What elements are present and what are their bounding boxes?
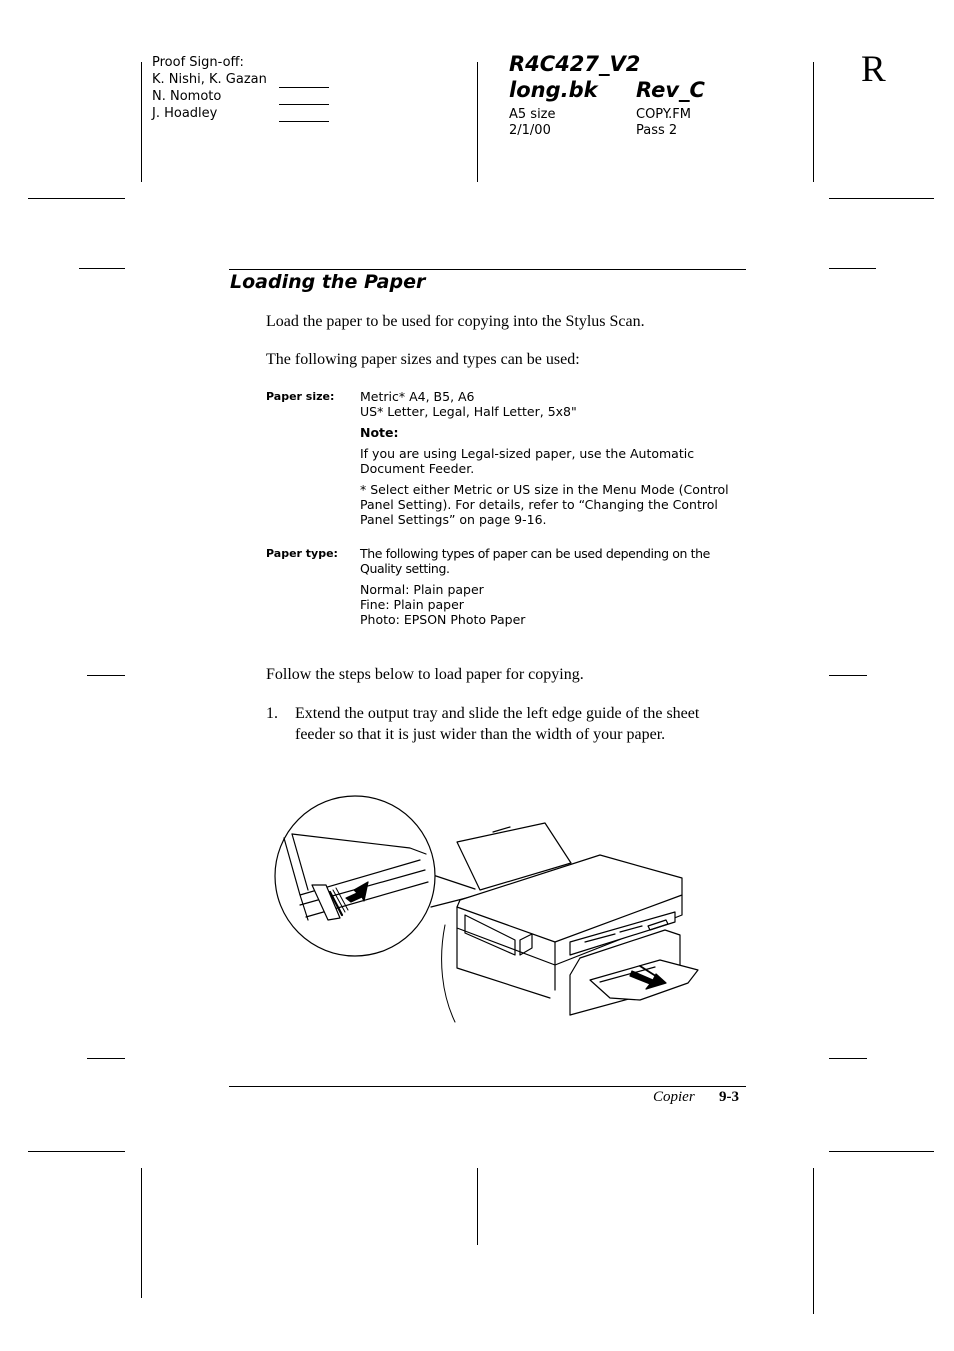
signer-name: N. Nomoto (152, 89, 222, 104)
note-label: Note: (360, 425, 399, 440)
list-item (266, 704, 736, 745)
doc-code: R4C427_V2 (509, 52, 641, 76)
signature-blank (279, 75, 329, 88)
page-size: A5 size (509, 107, 556, 122)
signature-blank (279, 92, 329, 105)
step-number: 1. (266, 705, 278, 722)
crop-mark (87, 675, 125, 676)
paper-size-line: Metric* A4, B5, A6 (360, 389, 475, 404)
signer-row (152, 88, 329, 105)
crop-mark (477, 62, 478, 182)
proof-label: Proof Sign-off: (152, 55, 244, 70)
paper-size-values (360, 389, 732, 419)
crop-mark (141, 62, 142, 182)
crop-mark (79, 268, 125, 269)
corner-mark: R (861, 49, 886, 90)
intro-paragraph: Load the paper to be used for copying into the Stylus Scan. (266, 313, 645, 330)
note-text: If you are using Legal-sized paper, use the Automatic Document Feeder. (360, 446, 695, 476)
crop-mark (28, 198, 125, 199)
paper-type-label: Paper type: (266, 547, 338, 560)
doc-date: 2/1/00 (509, 123, 551, 138)
paper-type-line: Fine: Plain paper (360, 597, 464, 612)
revision: Rev_C (636, 78, 705, 102)
signer-name: K. Nishi, K. Gazan (152, 72, 267, 87)
crop-mark (829, 198, 934, 199)
signature-blank (279, 109, 329, 122)
crop-mark (28, 1151, 125, 1152)
sizes-intro: The following paper sizes and types can be used: (266, 351, 580, 368)
crop-mark (829, 1151, 934, 1152)
paper-size-label: Paper size: (266, 390, 335, 403)
footer-chapter: Copier (653, 1089, 695, 1105)
crop-mark (477, 1168, 478, 1245)
paper-type-values (360, 582, 732, 627)
crop-mark (829, 675, 867, 676)
crop-mark (813, 62, 814, 182)
crop-mark (87, 1058, 125, 1059)
section-title: Loading the Paper (230, 271, 426, 293)
signer-row (152, 105, 329, 122)
pass-number: Pass 2 (636, 123, 678, 138)
paper-type-line: Photo: EPSON Photo Paper (360, 612, 526, 627)
step-text: Extend the output tray and slide the left edge guide of the sheet feeder so that it is just wider than the width of your paper. (295, 705, 700, 743)
file-name: COPY.FM (636, 107, 691, 122)
paper-type-intro: The following types of paper can be used depending on the Quality setting. (360, 546, 710, 576)
crop-mark (813, 1168, 814, 1314)
paper-type-line: Normal: Plain paper (360, 582, 484, 597)
steps-intro: Follow the steps below to load paper for copying. (266, 666, 584, 683)
crop-mark (141, 1168, 142, 1298)
signer-row (152, 71, 329, 88)
section-rule (229, 269, 746, 270)
book-name: long.bk (509, 78, 598, 102)
printer-body (442, 823, 698, 1022)
signer-name: J. Hoadley (152, 106, 218, 121)
proof-signoff (152, 54, 329, 122)
zoom-callout (275, 796, 482, 956)
footer-rule (229, 1086, 746, 1087)
size-footnote: * Select either Metric or US size in the Menu Mode (Control Panel Setting). For details, refer to “Changing the Control Panel Settings” on page 9-16. (360, 482, 729, 527)
page-number: 9-3 (719, 1089, 739, 1105)
paper-size-line: US* Letter, Legal, Half Letter, 5x8" (360, 404, 577, 419)
printer-illustration (270, 790, 710, 1035)
crop-mark (829, 268, 876, 269)
crop-mark (829, 1058, 867, 1059)
